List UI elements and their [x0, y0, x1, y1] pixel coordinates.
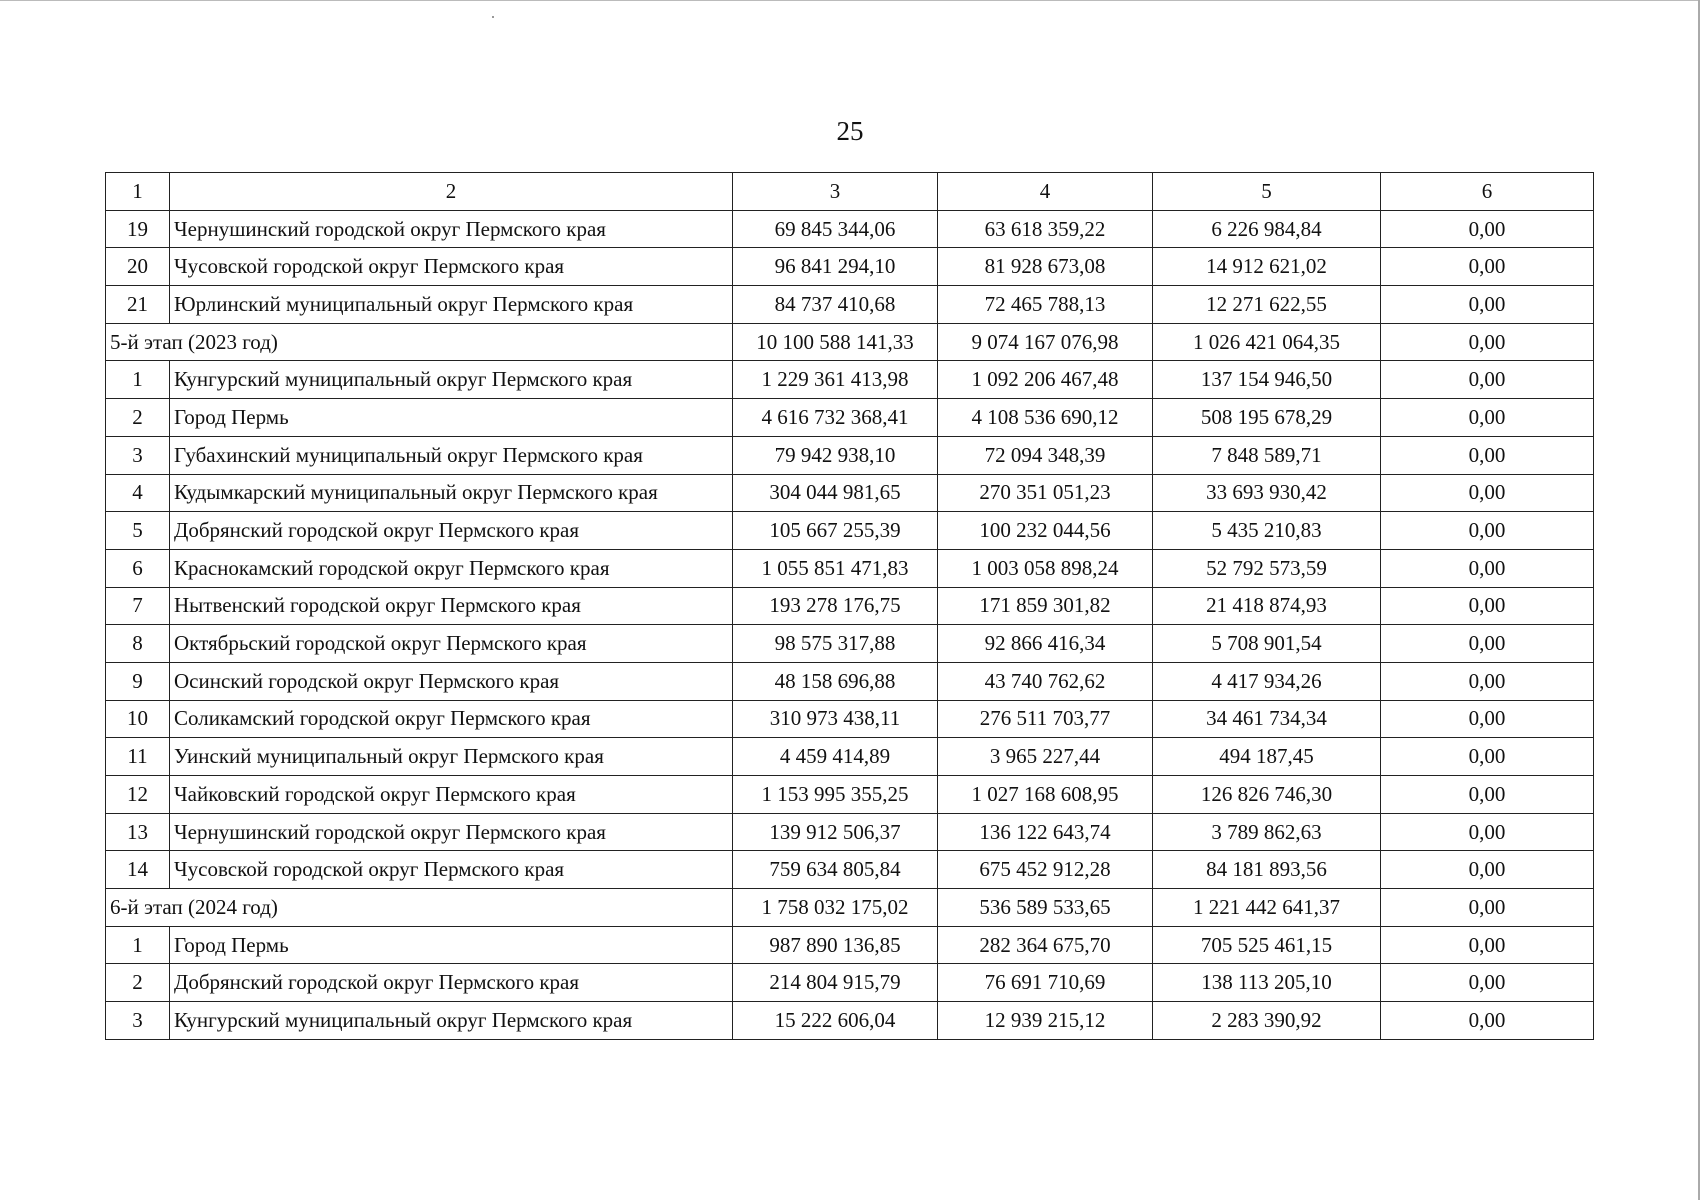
municipality-name: Губахинский муниципальный округ Пермского края [170, 436, 733, 474]
table-row [106, 549, 1594, 587]
column-header: 3 [733, 173, 938, 211]
value-col-3: 1 153 995 355,25 [733, 776, 938, 814]
value-col-4: 171 859 301,82 [938, 587, 1153, 625]
row-number: 20 [106, 248, 170, 286]
value-col-6: 0,00 [1381, 323, 1594, 361]
table-row [106, 512, 1594, 550]
municipality-name: Чернушинский городской округ Пермского края [170, 210, 733, 248]
value-col-4: 81 928 673,08 [938, 248, 1153, 286]
row-number: 3 [106, 436, 170, 474]
value-col-5: 5 435 210,83 [1153, 512, 1381, 550]
table-row [106, 662, 1594, 700]
value-col-6: 0,00 [1381, 512, 1594, 550]
municipality-name: Октябрьский городской округ Пермского края [170, 625, 733, 663]
municipality-name: Кунгурский муниципальный округ Пермского края [170, 1002, 733, 1040]
value-col-5: 14 912 621,02 [1153, 248, 1381, 286]
row-number: 2 [106, 399, 170, 437]
value-col-5: 52 792 573,59 [1153, 549, 1381, 587]
value-col-4: 3 965 227,44 [938, 738, 1153, 776]
value-col-6: 0,00 [1381, 1002, 1594, 1040]
stage-label: 6-й этап (2024 год) [106, 889, 733, 927]
value-col-3: 1 055 851 471,83 [733, 549, 938, 587]
row-number: 5 [106, 512, 170, 550]
page-number: 25 [836, 116, 864, 146]
municipality-name: Соликамский городской округ Пермского края [170, 700, 733, 738]
value-col-3: 69 845 344,06 [733, 210, 938, 248]
value-col-5: 12 271 622,55 [1153, 286, 1381, 324]
value-col-3: 4 616 732 368,41 [733, 399, 938, 437]
municipality-name: Юрлинский муниципальный округ Пермского края [170, 286, 733, 324]
value-col-6: 0,00 [1381, 549, 1594, 587]
value-col-6: 0,00 [1381, 474, 1594, 512]
table-row [106, 587, 1594, 625]
value-col-3: 98 575 317,88 [733, 625, 938, 663]
row-number: 13 [106, 813, 170, 851]
value-col-6: 0,00 [1381, 587, 1594, 625]
value-col-4: 1 027 168 608,95 [938, 776, 1153, 814]
value-col-4: 76 691 710,69 [938, 964, 1153, 1002]
value-col-6: 0,00 [1381, 210, 1594, 248]
column-header: 4 [938, 173, 1153, 211]
row-number: 8 [106, 625, 170, 663]
value-col-4: 276 511 703,77 [938, 700, 1153, 738]
row-number: 4 [106, 474, 170, 512]
row-number: 10 [106, 700, 170, 738]
column-header: 5 [1153, 173, 1381, 211]
row-number: 7 [106, 587, 170, 625]
municipality-name: Город Пермь [170, 399, 733, 437]
table-row [106, 399, 1594, 437]
value-col-4: 4 108 536 690,12 [938, 399, 1153, 437]
value-col-3: 193 278 176,75 [733, 587, 938, 625]
table-body [106, 173, 1594, 1040]
row-number: 9 [106, 662, 170, 700]
value-col-4: 63 618 359,22 [938, 210, 1153, 248]
row-number: 12 [106, 776, 170, 814]
column-header: 1 [106, 173, 170, 211]
municipality-name: Осинский городской округ Пермского края [170, 662, 733, 700]
table-row [106, 926, 1594, 964]
municipality-name: Уинский муниципальный округ Пермского края [170, 738, 733, 776]
value-col-4: 136 122 643,74 [938, 813, 1153, 851]
value-col-5: 33 693 930,42 [1153, 474, 1381, 512]
value-col-6: 0,00 [1381, 964, 1594, 1002]
value-col-3: 304 044 981,65 [733, 474, 938, 512]
value-col-5: 34 461 734,34 [1153, 700, 1381, 738]
table-row [106, 248, 1594, 286]
value-col-3: 79 942 938,10 [733, 436, 938, 474]
value-col-3: 105 667 255,39 [733, 512, 938, 550]
value-col-6: 0,00 [1381, 851, 1594, 889]
row-number: 3 [106, 1002, 170, 1040]
value-col-3: 10 100 588 141,33 [733, 323, 938, 361]
stage-summary-row [106, 323, 1594, 361]
value-col-6: 0,00 [1381, 738, 1594, 776]
value-col-4: 1 092 206 467,48 [938, 361, 1153, 399]
value-col-3: 15 222 606,04 [733, 1002, 938, 1040]
municipality-name: Нытвенский городской округ Пермского края [170, 587, 733, 625]
row-number: 11 [106, 738, 170, 776]
row-number: 6 [106, 549, 170, 587]
row-number: 1 [106, 926, 170, 964]
value-col-4: 536 589 533,65 [938, 889, 1153, 927]
municipality-name: Краснокамский городской округ Пермского края [170, 549, 733, 587]
value-col-3: 1 229 361 413,98 [733, 361, 938, 399]
column-header: 6 [1381, 173, 1594, 211]
municipality-name: Чусовской городской округ Пермского края [170, 851, 733, 889]
value-col-5: 137 154 946,50 [1153, 361, 1381, 399]
scan-speck [492, 16, 494, 18]
value-col-5: 705 525 461,15 [1153, 926, 1381, 964]
row-number: 19 [106, 210, 170, 248]
value-col-3: 310 973 438,11 [733, 700, 938, 738]
value-col-5: 5 708 901,54 [1153, 625, 1381, 663]
table-row [106, 738, 1594, 776]
value-col-5: 2 283 390,92 [1153, 1002, 1381, 1040]
stage-summary-row [106, 889, 1594, 927]
value-col-5: 6 226 984,84 [1153, 210, 1381, 248]
value-col-6: 0,00 [1381, 926, 1594, 964]
value-col-4: 675 452 912,28 [938, 851, 1153, 889]
value-col-3: 987 890 136,85 [733, 926, 938, 964]
value-col-3: 84 737 410,68 [733, 286, 938, 324]
value-col-4: 270 351 051,23 [938, 474, 1153, 512]
row-number: 14 [106, 851, 170, 889]
value-col-5: 3 789 862,63 [1153, 813, 1381, 851]
scan-top-edge-line [0, 0, 1700, 1]
table-row [106, 210, 1594, 248]
value-col-6: 0,00 [1381, 889, 1594, 927]
stage-label: 5-й этап (2023 год) [106, 323, 733, 361]
municipality-name: Кудымкарский муниципальный округ Пермского края [170, 474, 733, 512]
value-col-3: 96 841 294,10 [733, 248, 938, 286]
municipality-name: Добрянский городской округ Пермского края [170, 512, 733, 550]
value-col-5: 84 181 893,56 [1153, 851, 1381, 889]
value-col-5: 21 418 874,93 [1153, 587, 1381, 625]
value-col-4: 92 866 416,34 [938, 625, 1153, 663]
municipality-name: Чернушинский городской округ Пермского края [170, 813, 733, 851]
row-number: 2 [106, 964, 170, 1002]
municipality-name: Добрянский городской округ Пермского края [170, 964, 733, 1002]
data-table [105, 172, 1594, 1040]
row-number: 1 [106, 361, 170, 399]
value-col-6: 0,00 [1381, 248, 1594, 286]
value-col-4: 9 074 167 076,98 [938, 323, 1153, 361]
value-col-5: 1 221 442 641,37 [1153, 889, 1381, 927]
value-col-6: 0,00 [1381, 436, 1594, 474]
table-row [106, 474, 1594, 512]
value-col-6: 0,00 [1381, 700, 1594, 738]
table-row [106, 436, 1594, 474]
value-col-3: 139 912 506,37 [733, 813, 938, 851]
table-row [106, 625, 1594, 663]
municipality-name: Чусовской городской округ Пермского края [170, 248, 733, 286]
table-row [106, 851, 1594, 889]
value-col-5: 7 848 589,71 [1153, 436, 1381, 474]
value-col-6: 0,00 [1381, 813, 1594, 851]
value-col-4: 43 740 762,62 [938, 662, 1153, 700]
table-row [106, 286, 1594, 324]
value-col-5: 138 113 205,10 [1153, 964, 1381, 1002]
table-row [106, 776, 1594, 814]
municipality-name: Чайковский городской округ Пермского края [170, 776, 733, 814]
table-row [106, 361, 1594, 399]
value-col-3: 1 758 032 175,02 [733, 889, 938, 927]
table-row [106, 1002, 1594, 1040]
value-col-4: 12 939 215,12 [938, 1002, 1153, 1040]
value-col-5: 508 195 678,29 [1153, 399, 1381, 437]
value-col-4: 72 465 788,13 [938, 286, 1153, 324]
table-header-row [106, 173, 1594, 211]
value-col-4: 282 364 675,70 [938, 926, 1153, 964]
value-col-6: 0,00 [1381, 776, 1594, 814]
row-number: 21 [106, 286, 170, 324]
value-col-5: 494 187,45 [1153, 738, 1381, 776]
value-col-6: 0,00 [1381, 625, 1594, 663]
value-col-6: 0,00 [1381, 662, 1594, 700]
table-row [106, 700, 1594, 738]
value-col-4: 72 094 348,39 [938, 436, 1153, 474]
value-col-4: 1 003 058 898,24 [938, 549, 1153, 587]
value-col-6: 0,00 [1381, 399, 1594, 437]
column-header: 2 [170, 173, 733, 211]
municipality-name: Кунгурский муниципальный округ Пермского края [170, 361, 733, 399]
table-row [106, 964, 1594, 1002]
value-col-6: 0,00 [1381, 286, 1594, 324]
value-col-3: 214 804 915,79 [733, 964, 938, 1002]
value-col-5: 4 417 934,26 [1153, 662, 1381, 700]
table-row [106, 813, 1594, 851]
value-col-5: 126 826 746,30 [1153, 776, 1381, 814]
value-col-4: 100 232 044,56 [938, 512, 1153, 550]
value-col-3: 48 158 696,88 [733, 662, 938, 700]
value-col-3: 4 459 414,89 [733, 738, 938, 776]
value-col-3: 759 634 805,84 [733, 851, 938, 889]
value-col-6: 0,00 [1381, 361, 1594, 399]
municipality-name: Город Пермь [170, 926, 733, 964]
value-col-5: 1 026 421 064,35 [1153, 323, 1381, 361]
